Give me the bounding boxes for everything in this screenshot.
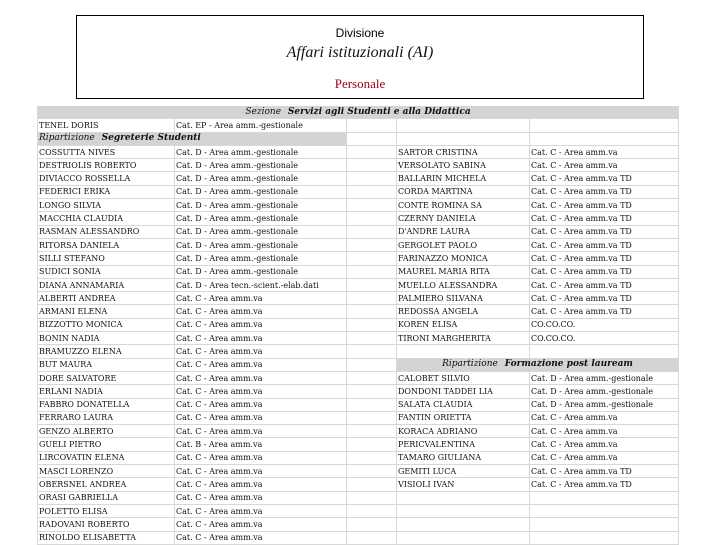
- employee-name: D'ANDRE LAURA: [397, 225, 530, 238]
- employee-name: PALMIERO SILVANA: [397, 292, 530, 305]
- table-row: [38, 438, 679, 451]
- employee-name: BALLARIN MICHELA: [397, 172, 530, 185]
- table-row: [38, 358, 679, 371]
- employee-role: CO.CO.CO.: [530, 332, 679, 345]
- employee-role: Cat. C - Area amm.va: [175, 531, 347, 544]
- employee-role: Cat. C - Area amm.va TD: [530, 478, 679, 491]
- table-row: [38, 252, 679, 265]
- employee-role: Cat. D - Area amm.-gestionale: [175, 199, 347, 212]
- employee-role: [530, 491, 679, 504]
- employee-name: KOREN ELISA: [397, 318, 530, 331]
- employee-role: Cat. D - Area amm.-gestionale: [175, 159, 347, 172]
- division-label: Divisione: [335, 26, 385, 40]
- employee-name: [397, 491, 530, 504]
- employee-role: Cat. D - Area amm.-gestionale: [530, 371, 679, 384]
- spacer-cell: [347, 385, 397, 398]
- section-prefix: Sezione: [245, 106, 282, 117]
- spacer-cell: [347, 451, 397, 464]
- table-row: [38, 518, 679, 531]
- employee-role: Cat. C - Area amm.va TD: [530, 238, 679, 251]
- employee-name: SUDICI SONIA: [38, 265, 175, 278]
- spacer-cell: [347, 465, 397, 478]
- spacer-cell: [347, 398, 397, 411]
- table-row: [38, 478, 679, 491]
- employee-name: DESTRIOLIS ROBERTO: [38, 159, 175, 172]
- employee-name: FANTIN ORIETTA: [397, 411, 530, 424]
- employee-name: CZERNY DANIELA: [397, 212, 530, 225]
- employee-role: Cat. C - Area amm.va: [175, 318, 347, 331]
- section-band: [38, 106, 679, 119]
- spacer-cell: [347, 371, 397, 384]
- employee-role: Cat. C - Area amm.va: [530, 411, 679, 424]
- employee-name: DIVIACCO ROSSELLA: [38, 172, 175, 185]
- table-row: [38, 398, 679, 411]
- employee-role: Cat. C - Area amm.va: [175, 385, 347, 398]
- employee-role: Cat. C - Area amm.va: [175, 292, 347, 305]
- employee-name: GUELI PIETRO: [38, 438, 175, 451]
- ripartizione-prefix: Ripartizione: [39, 133, 95, 144]
- employee-role: Cat. C - Area amm.va TD: [530, 252, 679, 265]
- ripartizione-title: Segreterie Studenti: [101, 133, 201, 144]
- employee-role: Cat. D - Area tecn.-scient.-elab.dati: [175, 278, 347, 291]
- employee-role: Cat. C - Area amm.va TD: [530, 292, 679, 305]
- spacer-cell: [347, 199, 397, 212]
- employee-role: Cat. C - Area amm.va: [175, 398, 347, 411]
- table-row: [38, 531, 679, 544]
- employee-role: Cat. D - Area amm.-gestionale: [175, 225, 347, 238]
- employee-role: Cat. C - Area amm.va: [175, 305, 347, 318]
- employee-role: Cat. C - Area amm.va: [175, 465, 347, 478]
- spacer-cell: [347, 265, 397, 278]
- employee-role: Cat. C - Area amm.va: [175, 518, 347, 531]
- employee-name: DIANA ANNAMARIA: [38, 278, 175, 291]
- division-title: Affari istituzionali (AI): [286, 44, 434, 61]
- employee-role: Cat. C - Area amm.va TD: [530, 212, 679, 225]
- employee-name: OBERSNEL ANDREA: [38, 478, 175, 491]
- table-row: [38, 425, 679, 438]
- employee-role: Cat. D - Area amm.-gestionale: [175, 265, 347, 278]
- employee-name: SARTOR CRISTINA: [397, 145, 530, 158]
- employee-role: Cat. D - Area amm.-gestionale: [175, 172, 347, 185]
- employee-name: [397, 531, 530, 544]
- table-row: [38, 278, 679, 291]
- employee-name: FEDERICI ERIKA: [38, 185, 175, 198]
- ripartizione-band: [38, 132, 347, 145]
- spacer-cell: [347, 185, 397, 198]
- table-row: [38, 345, 679, 358]
- employee-name: ALBERTI ANDREA: [38, 292, 175, 305]
- employee-name: DORE SALVATORE: [38, 371, 175, 384]
- employee-name: FABBRO DONATELLA: [38, 398, 175, 411]
- employee-name: TIRONI MARGHERITA: [397, 332, 530, 345]
- employee-role: Cat. D - Area amm.-gestionale: [175, 212, 347, 225]
- spacer-cell: [347, 531, 397, 544]
- employee-name: POLETTO ELISA: [38, 504, 175, 517]
- employee-role: Cat. D - Area amm.-gestionale: [530, 398, 679, 411]
- employee-name: BIZZOTTO MONICA: [38, 318, 175, 331]
- employee-name: CALOBET SILVIO: [397, 371, 530, 384]
- employee-name: MASCI LORENZO: [38, 465, 175, 478]
- employee-name: VISIOLI IVAN: [397, 478, 530, 491]
- table-row: [38, 225, 679, 238]
- employee-role: Cat. C - Area amm.va: [530, 451, 679, 464]
- employee-name: FARINAZZO MONICA: [397, 252, 530, 265]
- spacer-cell: [347, 438, 397, 451]
- employee-name: RINOLDO ELISABETTA: [38, 531, 175, 544]
- ripartizione-row: [38, 132, 679, 145]
- table-row: [38, 411, 679, 424]
- table-row: [38, 305, 679, 318]
- employee-name: MACCHIA CLAUDIA: [38, 212, 175, 225]
- ripartizione-band-post-lauream: [397, 358, 679, 371]
- employee-role: [530, 504, 679, 517]
- table-row: [38, 332, 679, 345]
- personnel-table: [37, 106, 679, 545]
- employee-name: BONIN NADIA: [38, 332, 175, 345]
- employee-role: Cat. C - Area amm.va TD: [530, 305, 679, 318]
- employee-name: PERICVALENTINA: [397, 438, 530, 451]
- employee-role: Cat. C - Area amm.va TD: [530, 172, 679, 185]
- employee-name: BRAMUZZO ELENA: [38, 345, 175, 358]
- head-person-role: Cat. EP - Area amm.-gestionale: [175, 119, 347, 132]
- employee-name: BUT MAURA: [38, 358, 175, 371]
- employee-role: Cat. C - Area amm.va: [175, 504, 347, 517]
- employee-name: KORACA ADRIANO: [397, 425, 530, 438]
- employee-name: GENZO ALBERTO: [38, 425, 175, 438]
- spacer-cell: [347, 332, 397, 345]
- employee-role: Cat. C - Area amm.va TD: [530, 185, 679, 198]
- employee-name: RADOVANI ROBERTO: [38, 518, 175, 531]
- employee-name: RASMAN ALESSANDRO: [38, 225, 175, 238]
- table-row: [38, 504, 679, 517]
- spacer-cell: [347, 504, 397, 517]
- spacer-cell: [347, 425, 397, 438]
- employee-name: TAMARO GIULIANA: [397, 451, 530, 464]
- spacer-cell: [347, 172, 397, 185]
- employee-role: Cat. C - Area amm.va TD: [530, 265, 679, 278]
- employee-role: Cat. C - Area amm.va: [175, 411, 347, 424]
- table-row: [38, 145, 679, 158]
- table-row: [38, 318, 679, 331]
- spacer-cell: [347, 358, 397, 371]
- employee-name: LONGO SILVIA: [38, 199, 175, 212]
- employee-name: FERRARO LAURA: [38, 411, 175, 424]
- employee-name: GERGOLET PAOLO: [397, 238, 530, 251]
- employee-role: CO.CO.CO.: [530, 318, 679, 331]
- spacer-cell: [347, 212, 397, 225]
- employee-role: Cat. B - Area amm.va: [175, 438, 347, 451]
- spacer-cell: [347, 318, 397, 331]
- employee-name: CONTE ROMINA SA: [397, 199, 530, 212]
- employee-role: Cat. C - Area amm.va TD: [530, 225, 679, 238]
- employee-name: SILLI STEFANO: [38, 252, 175, 265]
- employee-role: Cat. C - Area amm.va: [530, 438, 679, 451]
- employee-role: Cat. D - Area amm.-gestionale: [175, 252, 347, 265]
- employee-role: Cat. C - Area amm.va: [175, 358, 347, 371]
- spacer-cell: [347, 225, 397, 238]
- employee-name: [397, 504, 530, 517]
- table-row: [38, 172, 679, 185]
- employee-name: MAUREL MARIA RITA: [397, 265, 530, 278]
- employee-role: Cat. C - Area amm.va: [175, 425, 347, 438]
- table-row: [38, 385, 679, 398]
- employee-role: [530, 345, 679, 358]
- head-person-row: [38, 119, 679, 132]
- employee-name: ERLANI NADIA: [38, 385, 175, 398]
- employee-role: Cat. C - Area amm.va: [530, 425, 679, 438]
- employee-name: LIRCOVATIN ELENA: [38, 451, 175, 464]
- spacer-cell: [347, 238, 397, 251]
- employee-name: REDOSSA ANGELA: [397, 305, 530, 318]
- table-row: [38, 212, 679, 225]
- table-row: [38, 292, 679, 305]
- employee-name: VERSOLATO SABINA: [397, 159, 530, 172]
- ripartizione-title: Formazione post lauream: [504, 359, 633, 370]
- employee-name: RITORSA DANIELA: [38, 238, 175, 251]
- employee-role: Cat. C - Area amm.va: [175, 332, 347, 345]
- employee-role: Cat. C - Area amm.va: [175, 478, 347, 491]
- section-title: Servizi agli Studenti e alla Didattica: [287, 106, 471, 117]
- employee-role: Cat. D - Area amm.-gestionale: [175, 238, 347, 251]
- employee-role: Cat. C - Area amm.va TD: [530, 465, 679, 478]
- employee-role: Cat. C - Area amm.va: [530, 159, 679, 172]
- employee-role: Cat. C - Area amm.va: [175, 451, 347, 464]
- employee-role: Cat. C - Area amm.va: [530, 145, 679, 158]
- table-row: [38, 185, 679, 198]
- section-row: [38, 106, 679, 119]
- employee-role: Cat. D - Area amm.-gestionale: [530, 385, 679, 398]
- spacer-cell: [347, 252, 397, 265]
- employee-name: [397, 345, 530, 358]
- employee-role: [530, 531, 679, 544]
- spacer-cell: [347, 305, 397, 318]
- table-row: [38, 159, 679, 172]
- employee-name: SALATA CLAUDIA: [397, 398, 530, 411]
- employee-name: GEMITI LUCA: [397, 465, 530, 478]
- table-row: [38, 465, 679, 478]
- employee-name: CORDA MARTINA: [397, 185, 530, 198]
- spacer-cell: [347, 292, 397, 305]
- employee-role: [530, 518, 679, 531]
- table-row: [38, 199, 679, 212]
- table-row: [38, 371, 679, 384]
- spacer-cell: [347, 159, 397, 172]
- table-row: [38, 451, 679, 464]
- employee-name: MUELLO ALESSANDRA: [397, 278, 530, 291]
- employee-name: [397, 518, 530, 531]
- spacer-cell: [347, 145, 397, 158]
- employee-name: ORASI GABRIELLA: [38, 491, 175, 504]
- document-header: [76, 15, 644, 99]
- spacer-cell: [347, 478, 397, 491]
- table-row: [38, 491, 679, 504]
- employee-role: Cat. C - Area amm.va TD: [530, 278, 679, 291]
- personnel-label: Personale: [334, 76, 386, 91]
- employee-name: DONDONI TADDEI LIA: [397, 385, 530, 398]
- head-person-name: TENEL DORIS: [38, 119, 175, 132]
- employee-name: COSSUTTA NIVES: [38, 145, 175, 158]
- spacer-cell: [347, 518, 397, 531]
- spacer-cell: [347, 411, 397, 424]
- ripartizione-prefix: Ripartizione: [442, 359, 498, 370]
- table-row: [38, 265, 679, 278]
- employee-role: Cat. D - Area amm.-gestionale: [175, 145, 347, 158]
- employee-role: Cat. C - Area amm.va: [175, 371, 347, 384]
- employee-role: Cat. C - Area amm.va TD: [530, 199, 679, 212]
- spacer-cell: [347, 491, 397, 504]
- spacer-cell: [347, 278, 397, 291]
- employee-name: ARMANI ELENA: [38, 305, 175, 318]
- employee-role: Cat. C - Area amm.va: [175, 345, 347, 358]
- employee-role: Cat. C - Area amm.va: [175, 491, 347, 504]
- spacer-cell: [347, 345, 397, 358]
- employee-role: Cat. D - Area amm.-gestionale: [175, 185, 347, 198]
- table-row: [38, 238, 679, 251]
